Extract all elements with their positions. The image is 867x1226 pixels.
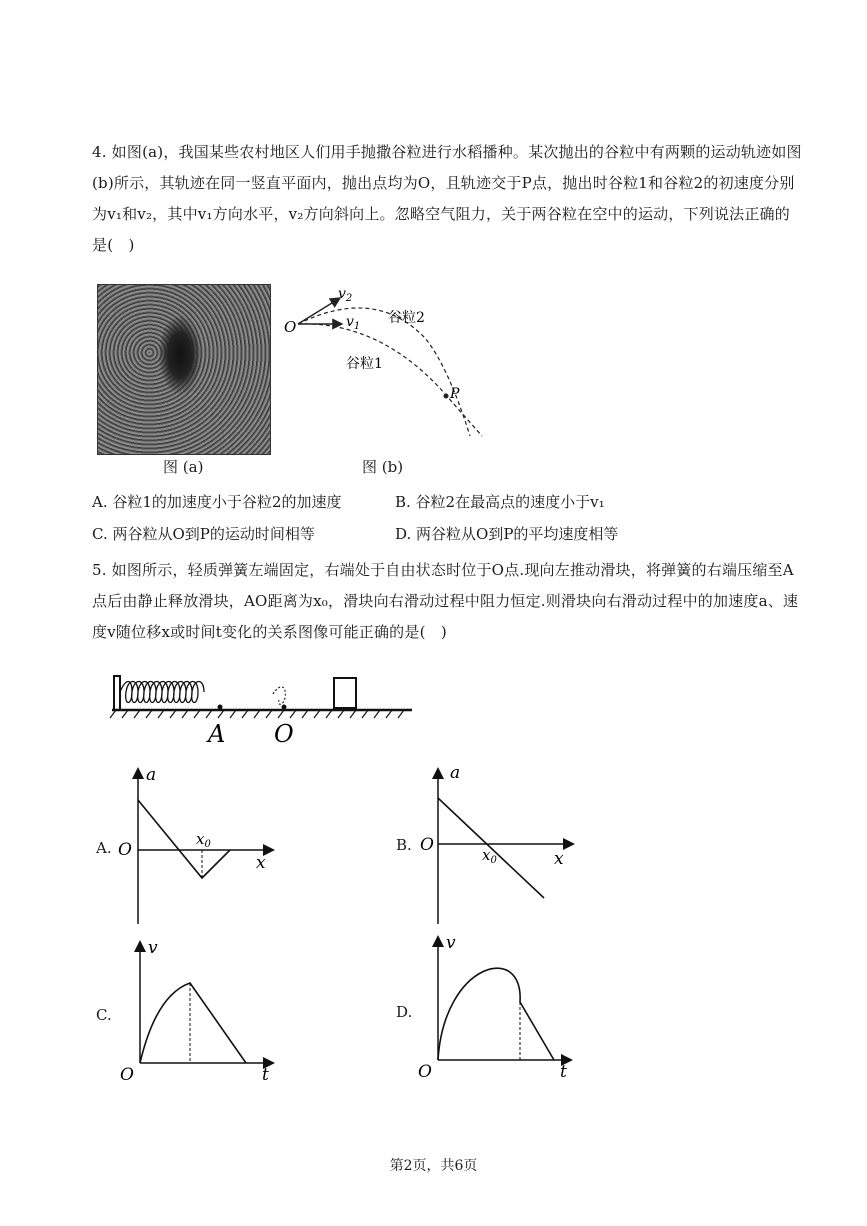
figure-b-diagram: [280, 276, 495, 441]
figure-a-photo: [97, 284, 271, 455]
graph-c-curve: [140, 983, 246, 1063]
graph-a-option-label: A.: [96, 839, 112, 857]
graph-a-curve: [138, 800, 230, 878]
spring-coil: [120, 682, 204, 703]
figure-a-label: 图 (a): [163, 458, 204, 476]
point-p: [444, 394, 449, 399]
svg-text:O: O: [118, 840, 132, 860]
graph-c-option-label: C.: [96, 1006, 112, 1024]
svg-text:O: O: [418, 1062, 432, 1082]
q4-option-a: A. 谷粒1的加速度小于谷粒2的加速度: [92, 493, 342, 511]
svg-text:O: O: [120, 1065, 134, 1085]
svg-text:x0: $x_0$: [482, 846, 497, 866]
q4-option-b: B. 谷粒2在最高点的速度小于v₁: [395, 493, 605, 511]
svg-text:v: v: [446, 933, 456, 953]
label-o: O: [274, 720, 294, 748]
point-o: [282, 705, 287, 710]
svg-text:a: a: [450, 763, 461, 783]
page-footer: 第2页，共6页: [389, 1158, 478, 1174]
svg-text:a: a: [146, 765, 157, 785]
graph-d-option-label: D.: [396, 1003, 413, 1021]
q4-option-c: C. 两谷粒从O到P的运动时间相等: [92, 525, 315, 543]
svg-text:t: t: [560, 1062, 567, 1082]
graph-d: [414, 932, 584, 1082]
graph-b-option-label: B.: [396, 836, 412, 854]
svg-text:x0: $x_0$: [196, 830, 211, 850]
svg-text:v: v: [148, 938, 158, 958]
grain2-label: 谷粒2: [388, 310, 425, 326]
grain1-label: 谷粒1: [346, 356, 383, 372]
svg-text:x: x: [256, 853, 266, 873]
svg-text:O: O: [420, 835, 434, 855]
graph-b-curve: [438, 798, 544, 898]
slider-block: [334, 678, 356, 708]
point-p-label: P: [450, 386, 460, 402]
svg-text:t: t: [262, 1065, 269, 1085]
graph-d-curve: [438, 968, 554, 1060]
spring-diagram: [108, 670, 418, 748]
origin-label: O: [284, 318, 297, 336]
graph-b: [414, 760, 584, 928]
point-a: [218, 705, 223, 710]
grain1-trajectory: [298, 324, 482, 436]
label-a: A: [208, 720, 226, 748]
v1-label: $v_1$: [346, 314, 361, 332]
v2-label: $v_2$: [338, 286, 353, 304]
question-5-stem: 5. 如图所示，轻质弹簧左端固定，右端处于自由状态时位于O点.现向左推动滑块，将弹簧的右端压缩至A点后由静止释放滑块，AO距离为x₀，滑块向右滑动过程中阻力恒定.则滑块向右滑动过程中的加速度a、速度v随位移x或时间t变化的关系图像可能正确的是( ): [92, 561, 799, 641]
figure-b-label: 图 (b): [362, 458, 404, 476]
svg-text:x: x: [554, 849, 564, 869]
grain2-trajectory: [298, 308, 470, 436]
q4-option-d: D. 两谷粒从O到P的平均速度相等: [395, 525, 619, 543]
graph-c: [116, 935, 286, 1085]
graph-a: [112, 760, 282, 928]
question-4-stem: 4. 如图(a)，我国某些农村地区人们用手抛撒谷粒进行水稻播种。某次抛出的谷粒中有两颗的运动轨迹如图(b)所示，其轨迹在同一竖直平面内，抛出点均为O，且轨迹交于P点，抛出时谷粒1和谷粒2的初速度分别为v₁和v₂，其中v₁方向水平，v₂方向斜向上。忽略空气阻力，关于两谷粒在空中的运动，下列说法正确的是( ): [92, 143, 802, 254]
